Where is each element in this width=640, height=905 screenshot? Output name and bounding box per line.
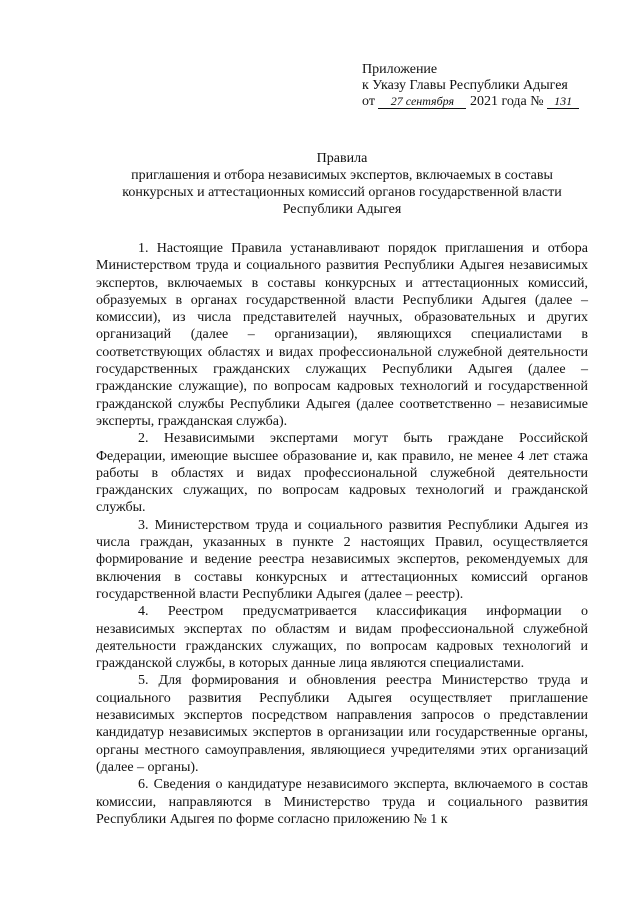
title-line-3: Республики Адыгея <box>282 202 402 217</box>
decree-date-line <box>362 94 612 110</box>
decree-reference: к Указу Главы Республики Адыгея <box>362 78 568 93</box>
appendix-title: Приложение <box>362 62 438 77</box>
decree-number: 131 <box>547 94 579 109</box>
decree-year: 2021 года № <box>469 94 544 109</box>
paragraph-6: 6. Сведения о кандидатуре независимого эксперта, включаемого в состав комиссии, направляются в Министерство труда и социального развития Республики Адыгея по форме согласно приложению № 1 к <box>96 777 588 827</box>
document-body <box>96 240 588 828</box>
decree-date: 27 сентября <box>378 94 466 109</box>
paragraph-5: 5. Для формирования и обновления реестра Министерство труда и социального развития Республики Адыгея осуществляет приглашение независимых экспертов посредством направления запросов о представлении кандидатур независимых экспертов в организации или государственные органы, органы местного самоуправления, являющиеся учредителями этих организаций (далее – органы). <box>96 673 588 775</box>
title-line-1: приглашения и отбора независимых экспертов, включаемых в составы <box>131 168 553 183</box>
title-heading: Правила <box>316 151 368 166</box>
date-prefix: от <box>362 94 375 109</box>
paragraph-1: 1. Настоящие Правила устанавливают порядок приглашения и отбора Министерством труда и социального развития Республики Адыгея независимых экспертов, включаемых в составы конкурсных и аттестационных комиссий, образуемых в органах государственной власти Республики Адыгея (далее – комиссии), из числа представителей научных, образовательных и других организаций (далее – организации), являющихся специалистами в соответствующих областях и видах профессиональной служебной деятельности государственных гражданских служащих Республики Адыгея (далее – гражданские служащие), по вопросам кадровых технологий и государственной гражданской службы Республики Адыгея (далее соответственно – независимые эксперты, гражданская служба). <box>96 241 588 429</box>
title-line-2: конкурсных и аттестационных комиссий органов государственной власти <box>122 185 562 200</box>
paragraph-2: 2. Независимыми экспертами могут быть граждане Российской Федерации, имеющие высшее образование и, как правило, не менее 4 лет стажа работы в областях и видах профессиональной служебной деятельности гражданских служащих, по вопросам кадровых технологий и гражданской службы. <box>96 431 588 516</box>
paragraph-4: 4. Реестром предусматривается классификация информации о независимых экспертах по областям и видам профессиональной служебной деятельности гражданских служащих, по вопросам кадровых технологий и гражданской службы, в которых данные лица являются специалистами. <box>96 604 588 672</box>
paragraph-3: 3. Министерством труда и социального развития Республики Адыгея из числа граждан, указанных в пункте 2 настоящих Правил, осуществляется формирование и ведение реестра независимых экспертов, рекомендуемых для включения в составы конкурсных и аттестационных комиссий органов государственной власти Республики Адыгея (далее – реестр). <box>96 517 588 602</box>
appendix-header <box>362 62 612 110</box>
document-title <box>96 150 588 218</box>
